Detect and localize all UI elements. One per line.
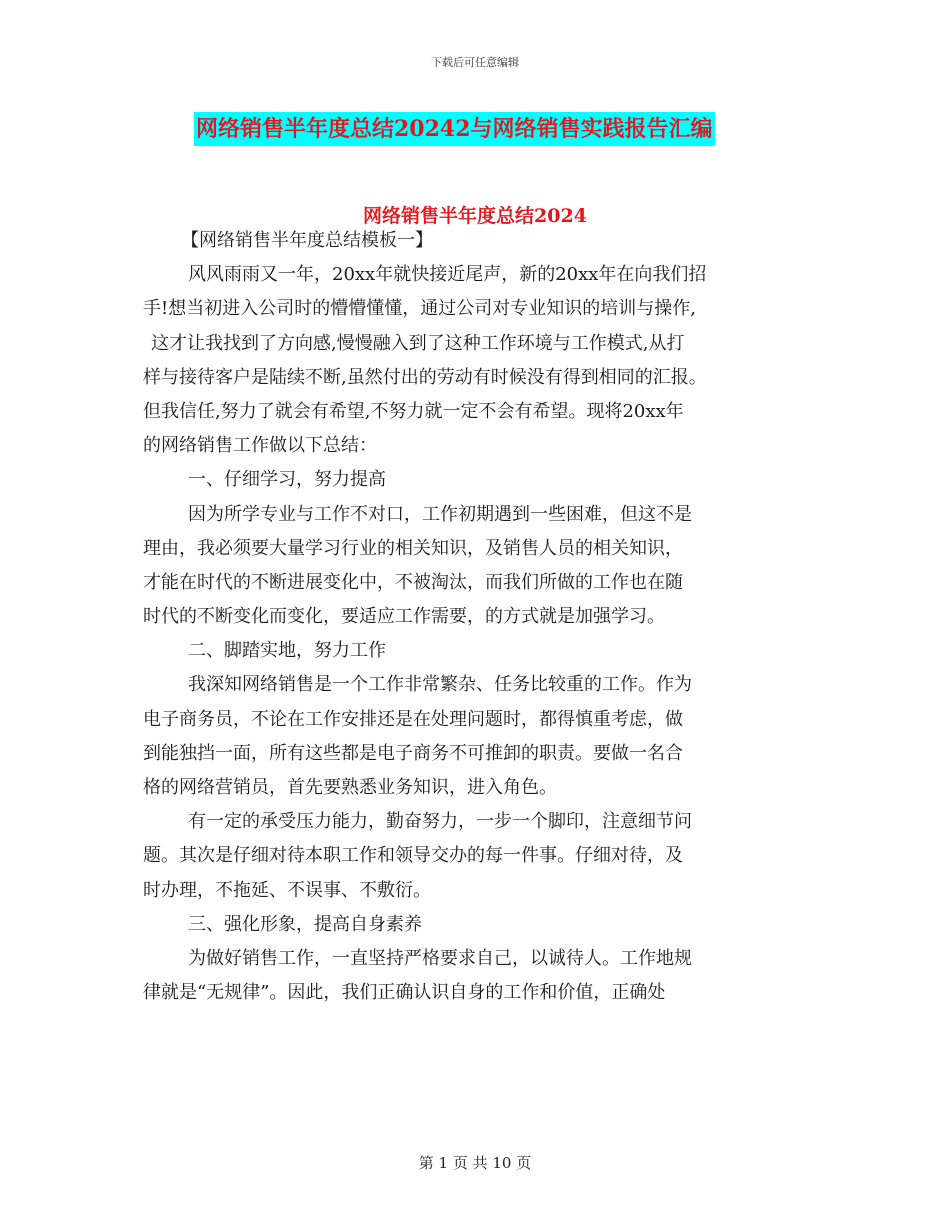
paragraph-line: 为做好销售工作，一直坚持严格要求自己，以诚待人。工作地规 [188,947,692,969]
section-heading: 三、强化形象，提高自身素养 [188,913,422,935]
paragraph-line: 但我信任,努力了就会有希望,不努力就一定不会有希望。现将20xx年 [143,400,684,422]
header-note: 下载后可任意编辑 [431,56,519,69]
page-number-footer: 第 1 页 共 10 页 [418,1154,532,1172]
paragraph-line: 题。其次是仔细对待本职工作和领导交办的每一件事。仔细对待，及 [143,845,683,867]
paragraph-line: 理由，我必须要大量学习行业的相关知识，及销售人员的相关知识， [143,537,683,559]
section-heading: 一、仔细学习，努力提高 [188,469,386,491]
paragraph-line: 这才让我找到了方向感,慢慢融入到了这种工作环境与工作模式,从打 [151,332,685,354]
paragraph-line: 时代的不断变化而变化，要适应工作需要，的方式就是加强学习。 [143,606,665,628]
paragraph-line: 样与接待客户是陆续不断,虽然付出的劳动有时候没有得到相同的汇报。 [143,366,707,388]
paragraph-line: 格的网络营销员，首先要熟悉业务知识，进入角色。 [143,777,557,798]
paragraph-line: 时办理，不拖延、不误事、不敷衍。 [143,879,431,901]
paragraph-line: 才能在时代的不断进展变化中，不被淘汰，而我们所做的工作也在随 [143,571,683,593]
paragraph-line: 律就是“无规律”。因此，我们正确认识自身的工作和价值，正确处 [143,982,666,1004]
document-body [143,224,803,1010]
paragraph-line: 的网络销售工作做以下总结： [143,435,377,457]
paragraph-line: 有一定的承受压力能力，勤奋努力，一步一个脚印，注意细节问 [188,811,692,833]
paragraph-line: 我深知网络销售是一个工作非常繁杂、任务比较重的工作。作为 [188,674,692,696]
paragraph-line: 到能独挡一面，所有这些都是电子商务不可推卸的职责。要做一名合 [143,742,683,764]
paragraph-line: 手!想当初进入公司时的懵懵懂懂，通过公司对专业知识的培训与操作, [143,298,696,320]
paragraph-line: 风风雨雨又一年，20xx年就快接近尾声，新的20xx年在向我们招 [188,264,707,286]
paragraph-line: 因为所学专业与工作不对口，工作初期遇到一些困难，但这不是 [188,503,692,525]
document-title: 网络销售半年度总结20242与网络销售实践报告汇编 [194,112,715,146]
paragraph-line: 电子商务员，不论在工作安排还是在处理问题时，都得慎重考虑，做 [143,708,683,730]
section-heading: 二、脚踏实地，努力工作 [188,640,386,662]
template-heading: 【网络销售半年度总结模板一】 [181,230,433,251]
section-title: 网络销售半年度总结2024 [363,205,587,227]
